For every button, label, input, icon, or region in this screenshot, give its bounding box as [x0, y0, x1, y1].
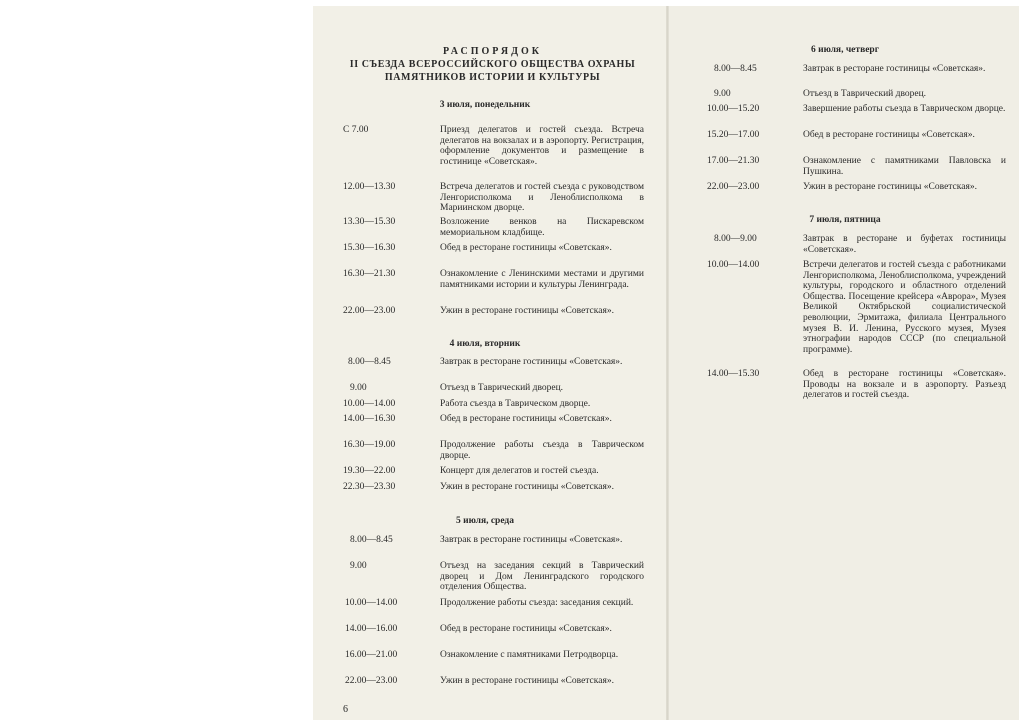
schedule-time: С 7.00	[343, 125, 369, 135]
schedule-item: Приезд делегатов и гостей съезда. Встреча делегатов на вокзалах и в аэропорту. Регистрация, оформление документов и размещение в гостинице «Советская».	[440, 125, 644, 167]
schedule-item: Встреча делегатов и гостей съезда с руководством Ленгорисполкома и Леноблисполкома в Мариинском дворце.	[440, 182, 644, 214]
schedule-time: 9.00	[350, 383, 367, 393]
schedule-time: 14.00—15.30	[707, 369, 760, 379]
schedule-time: 8.00—8.45	[350, 535, 393, 545]
schedule-time: 9.00	[714, 89, 731, 99]
schedule-time: 10.00—14.00	[707, 260, 760, 270]
schedule-time: 22.00—23.00	[345, 676, 398, 686]
schedule-item: Отъезд в Таврический дворец.	[803, 89, 927, 99]
schedule-time: 22.00—23.00	[707, 182, 760, 192]
schedule-time: 15.30—16.30	[343, 243, 396, 253]
schedule-time: 8.00—9.00	[714, 234, 757, 244]
document-subtitle-line1: II СЪЕЗДА ВСЕРОССИЙСКОГО ОБЩЕСТВА ОХРАНЫ	[349, 59, 636, 70]
day-heading: 7 июля, пятница	[809, 215, 881, 225]
schedule-item: Обед в ресторане гостиницы «Советская».	[440, 624, 612, 634]
page-fold	[666, 6, 669, 720]
schedule-item: Продолжение работы съезда: заседания секций.	[440, 598, 634, 608]
schedule-time: 19.30—22.00	[343, 466, 396, 476]
schedule-item: Отъезд в Таврический дворец.	[440, 383, 564, 393]
day-heading: 5 июля, среда	[456, 516, 514, 526]
schedule-time: 14.00—16.30	[343, 414, 396, 424]
schedule-item: Завтрак в ресторане гостиницы «Советская».	[440, 535, 623, 545]
schedule-item: Ужин в ресторане гостиницы «Советская».	[440, 482, 614, 492]
schedule-item: Завтрак в ресторане и буфетах гостиницы «Советская».	[803, 234, 1006, 255]
schedule-item: Завтрак в ресторане гостиницы «Советская».	[803, 64, 986, 74]
schedule-time: 15.20—17.00	[707, 130, 760, 140]
schedule-item: Возложение венков на Пискаревском мемориальном кладбище.	[440, 217, 644, 238]
schedule-item: Обед в ресторане гостиницы «Советская».	[440, 414, 612, 424]
schedule-time: 22.00—23.00	[343, 306, 396, 316]
day-heading: 6 июля, четверг	[810, 45, 880, 55]
schedule-item: Работа съезда в Таврическом дворце.	[440, 399, 591, 409]
schedule-time: 10.00—15.20	[707, 104, 760, 114]
day-heading: 4 июля, вторник	[449, 339, 521, 349]
schedule-item: Ужин в ресторане гостиницы «Советская».	[803, 182, 977, 192]
schedule-time: 9.00	[350, 561, 367, 571]
schedule-item: Ужин в ресторане гостиницы «Советская».	[440, 306, 614, 316]
schedule-time: 13.30—15.30	[343, 217, 396, 227]
schedule-time: 17.00—21.30	[707, 156, 760, 166]
schedule-item: Завтрак в ресторане гостиницы «Советская».	[440, 357, 623, 367]
schedule-time: 8.00—8.45	[714, 64, 757, 74]
schedule-time: 10.00—14.00	[343, 399, 396, 409]
schedule-time: 16.00—21.00	[345, 650, 398, 660]
schedule-item: Обед в ресторане гостиницы «Советская».	[440, 243, 612, 253]
page-number: 6	[343, 704, 348, 715]
schedule-item: Ужин в ресторане гостиницы «Советская».	[440, 676, 614, 686]
schedule-time: 8.00—8.45	[348, 357, 391, 367]
schedule-time: 16.30—19.00	[343, 440, 396, 450]
schedule-item: Ознакомление с памятниками Петродворца.	[440, 650, 619, 660]
schedule-item: Завершение работы съезда в Таврическом дворце.	[803, 104, 1006, 114]
schedule-time: 14.00—16.00	[345, 624, 398, 634]
schedule-time: 16.30—21.30	[343, 269, 396, 279]
schedule-item: Обед в ресторане гостиницы «Советская».	[803, 130, 975, 140]
schedule-time: 12.00—13.30	[343, 182, 396, 192]
schedule-item: Концерт для делегатов и гостей съезда.	[440, 466, 599, 476]
schedule-time: 10.00—14.00	[345, 598, 398, 608]
schedule-time: 22.30—23.30	[343, 482, 396, 492]
schedule-item: Ознакомление с памятниками Павловска и Пушкина.	[803, 156, 1006, 177]
document-title: РАСПОРЯДОК	[442, 46, 543, 57]
document-subtitle-line2: ПАМЯТНИКОВ ИСТОРИИ И КУЛЬТУРЫ	[384, 72, 601, 83]
schedule-item: Обед в ресторане гостиницы «Советская». Проводы на вокзале и в аэропорту. Разъезд делегатов и гостей съезда.	[803, 369, 1006, 401]
day-heading: 3 июля, понедельник	[439, 100, 531, 110]
schedule-item: Отъезд на заседания секций в Таврический дворец и Дом Ленинградского городского отделения Общества.	[440, 561, 644, 593]
schedule-item: Встречи делегатов и гостей съезда с работниками Ленгорисполкома, Леноблисполкома, учреждений культуры, городского и областного отделений Общества. Посещение крейсера «Аврора», Музея Великой Октябрьской социалистической революции, Эрмитажа, филиала Центрального музея В. И. Ленина, Русского музея, Музея этнографии народов СССР (по специальной программе).	[803, 260, 1006, 355]
schedule-item: Ознакомление с Ленинскими местами и другими памятниками истории и культуры Ленинграда.	[440, 269, 644, 290]
schedule-item: Продолжение работы съезда в Таврическом дворце.	[440, 440, 644, 461]
